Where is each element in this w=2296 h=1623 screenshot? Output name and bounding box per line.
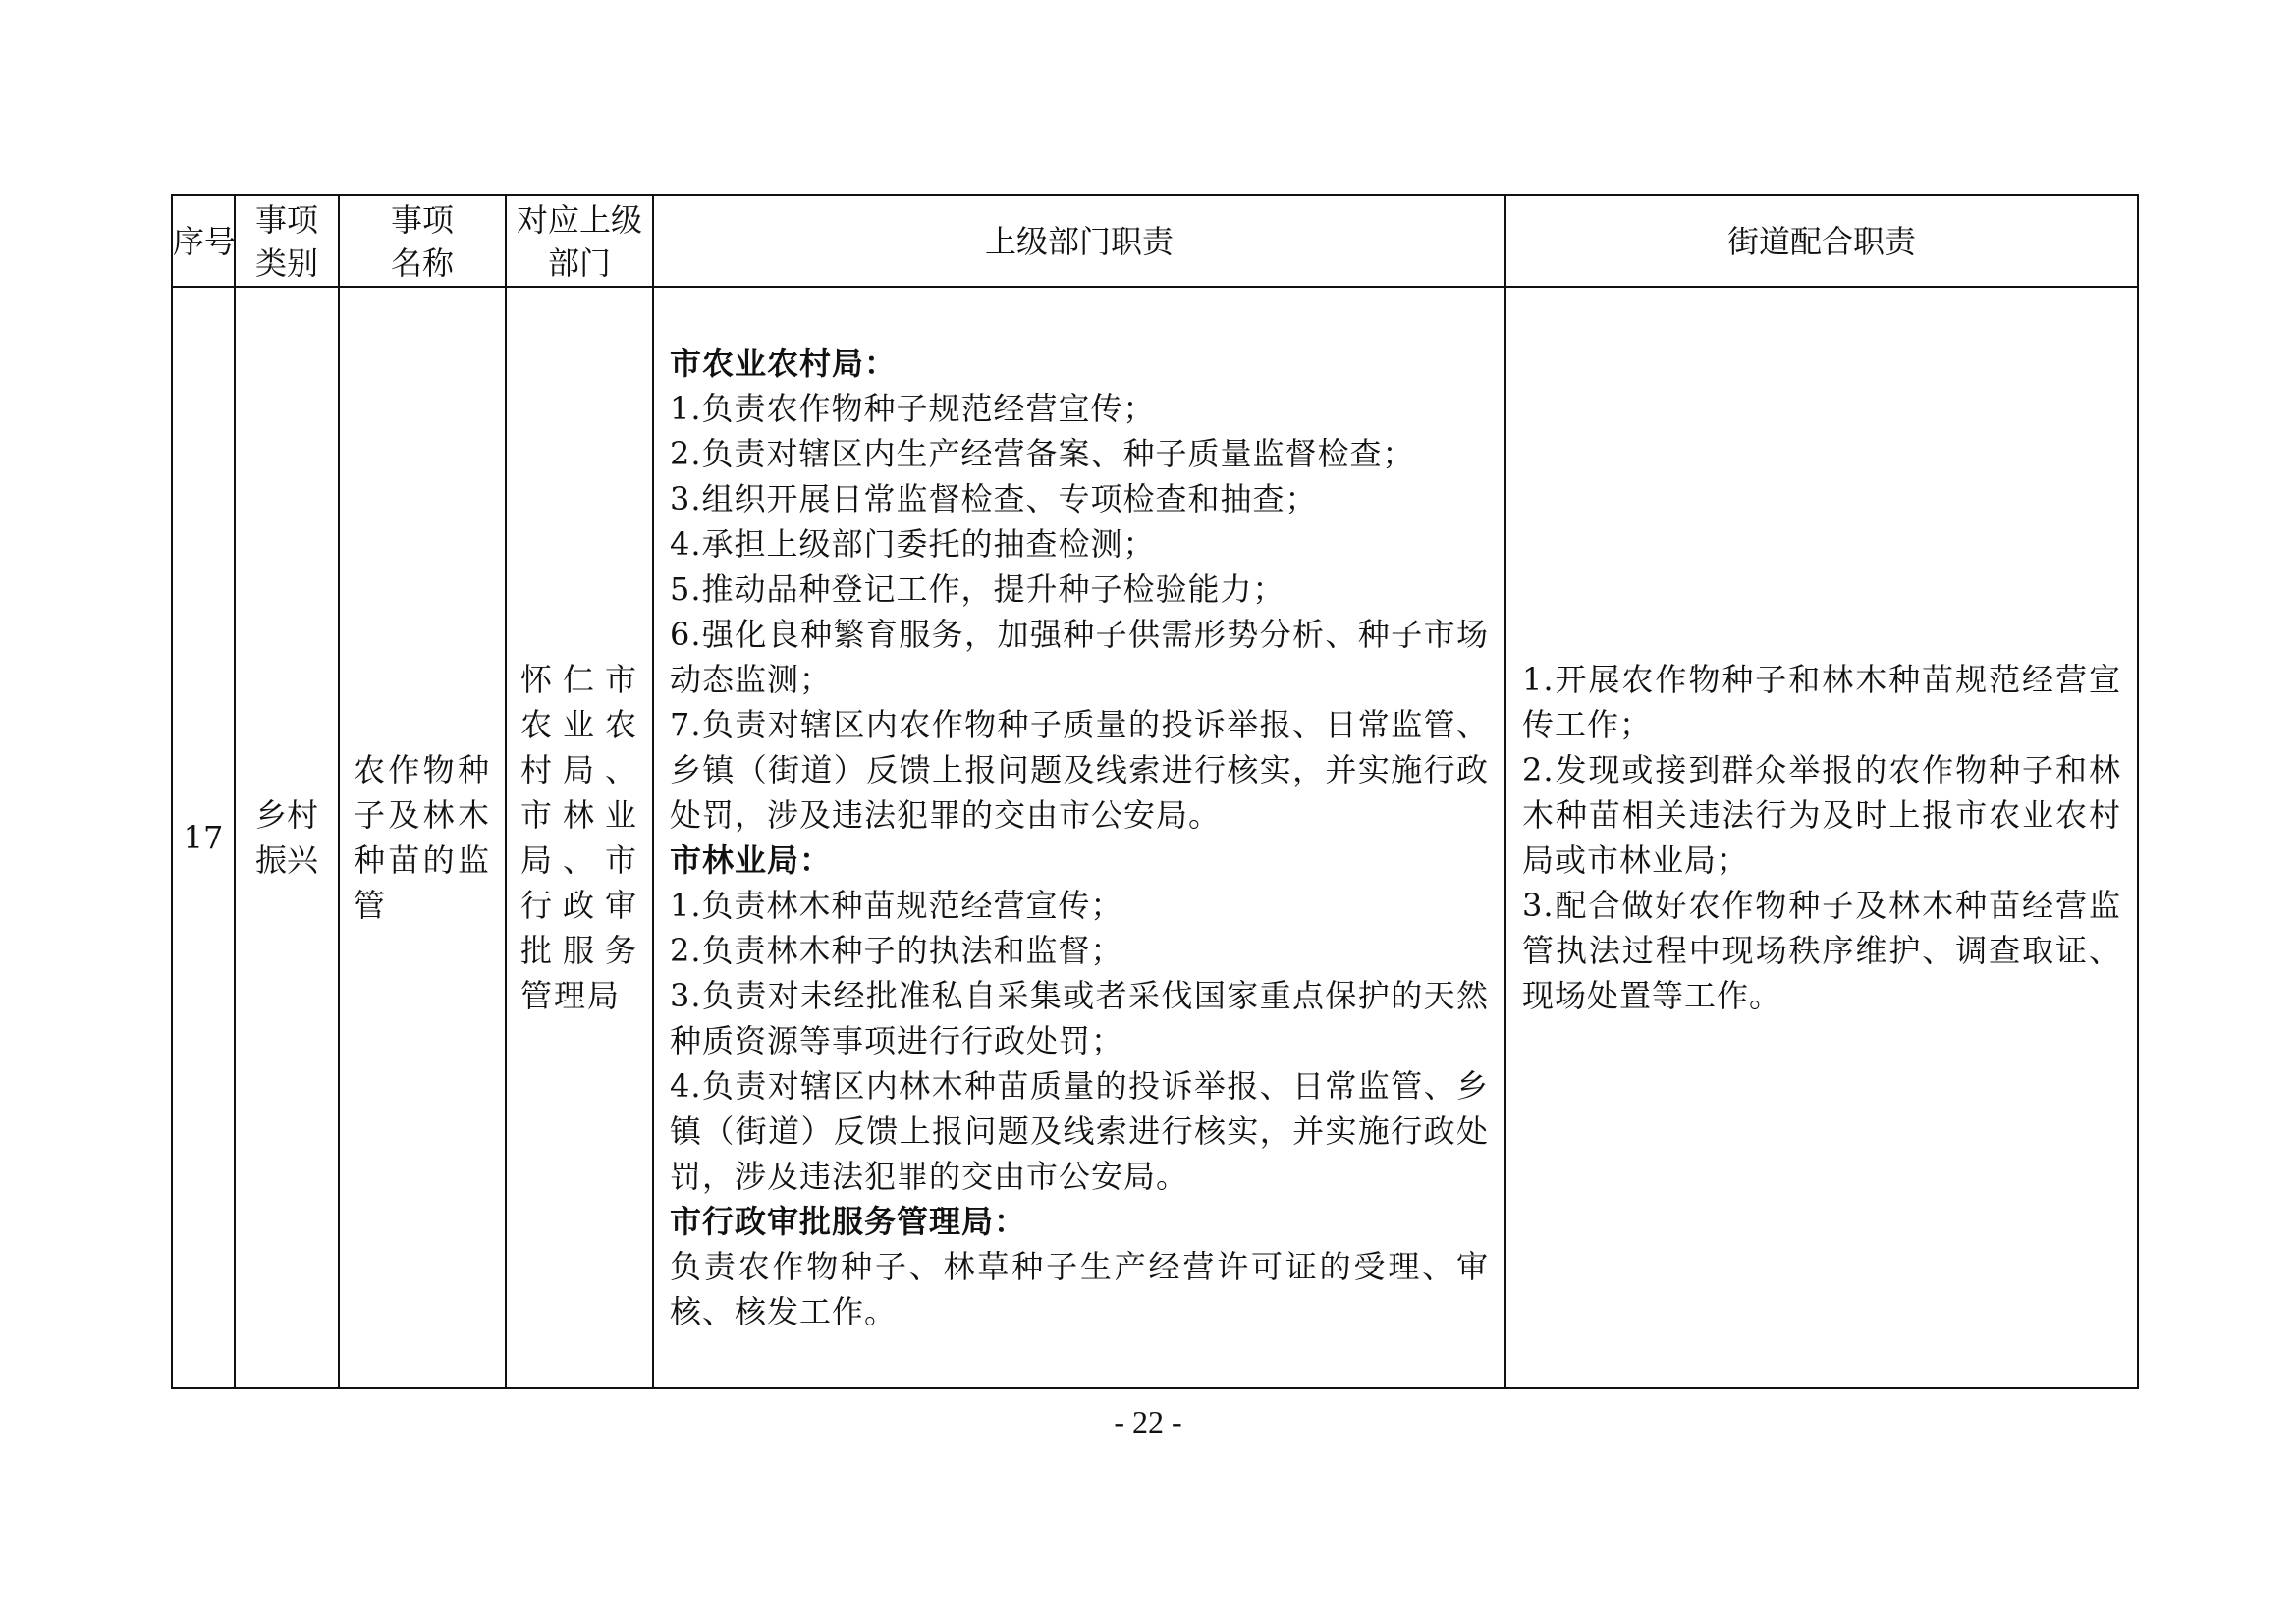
forestry-duty-4: 4.负责对辖区内林木种苗质量的投诉举报、日常监管、乡镇（街道）反馈上报问题及线索进行核实，并实施行政处罚，涉及违法犯罪的交由市公安局。 [670,1067,1489,1195]
cell-seq [172,287,235,1388]
forestry-duty-1: 1.负责林木种苗规范经营宣传； [670,887,1123,924]
cell-street-duties [1505,287,2138,1388]
cell-superior-duties [653,287,1505,1388]
street-duty-3: 3.配合做好农作物种子及林木种苗经营监管执法过程中现场秩序维护、调查取证、现场处置等工作。 [1522,887,2121,1014]
category-value: 乡村振兴 [255,796,319,879]
agri-duty-3: 3.组织开展日常监督检查、专项检查和抽查； [670,480,1318,517]
street-duty-1: 1.开展农作物种子和林木种苗规范经营宣传工作； [1522,661,2121,743]
table-header-row [172,195,2138,287]
header-superior-duties: 上级部门职责 [653,195,1505,287]
header-category: 事项类别 [235,195,339,287]
superior-duties-list [670,341,1489,1334]
forestry-duty-2: 2.负责林木种子的执法和监督； [670,932,1123,969]
cell-category [235,287,339,1388]
header-street-duties: 街道配合职责 [1505,195,2138,287]
table-row [172,287,2138,1388]
agri-duty-2: 2.负责对辖区内生产经营备案、种子质量监督检查； [670,435,1415,472]
cell-superior-dept [506,287,653,1388]
cell-item-name [339,287,506,1388]
agri-bureau-heading: 市农业农村局： [670,345,898,382]
seq-value: 17 [183,819,224,856]
approval-bureau-heading: 市行政审批服务管理局： [670,1203,1027,1240]
page-number: - 22 - [1114,1404,1182,1439]
header-superior-dept: 对应上级部门 [506,195,653,287]
agri-duty-4: 4.承担上级部门委托的抽查检测； [670,525,1156,563]
superior-dept-value: 怀仁市农业农村局、市林业局、市行政审批服务管理局 [520,661,638,1014]
forestry-duty-3: 3.负责对未经批准私自采集或者采伐国家重点保护的天然种质资源等事项进行行政处罚； [670,977,1489,1059]
forestry-bureau-heading: 市林业局： [670,841,833,879]
agri-duty-5: 5.推动品种登记工作，提升种子检验能力； [670,570,1285,608]
street-duty-2: 2.发现或接到群众举报的农作物种子和林木种苗相关违法行为及时上报市农业农村局或市林业局； [1522,751,2121,879]
approval-duty-1: 负责农作物种子、林草种子生产经营许可证的受理、审核、核发工作。 [670,1248,1489,1330]
agri-duty-7: 7.负责对辖区内农作物种子质量的投诉举报、日常监管、乡镇（街道）反馈上报问题及线索进行核实，并实施行政处罚，涉及违法犯罪的交由市公安局。 [670,706,1489,834]
agri-duty-1: 1.负责农作物种子规范经营宣传； [670,390,1156,427]
street-duties-list [1522,657,2121,1018]
item-name-value: 农作物种子及林木种苗的监管 [354,751,491,924]
agri-duty-6: 6.强化良种繁育服务，加强种子供需形势分析、种子市场动态监测； [670,616,1489,698]
header-item-name: 事项名称 [339,195,506,287]
responsibility-table [171,194,2139,1389]
header-seq: 序号 [172,195,235,287]
